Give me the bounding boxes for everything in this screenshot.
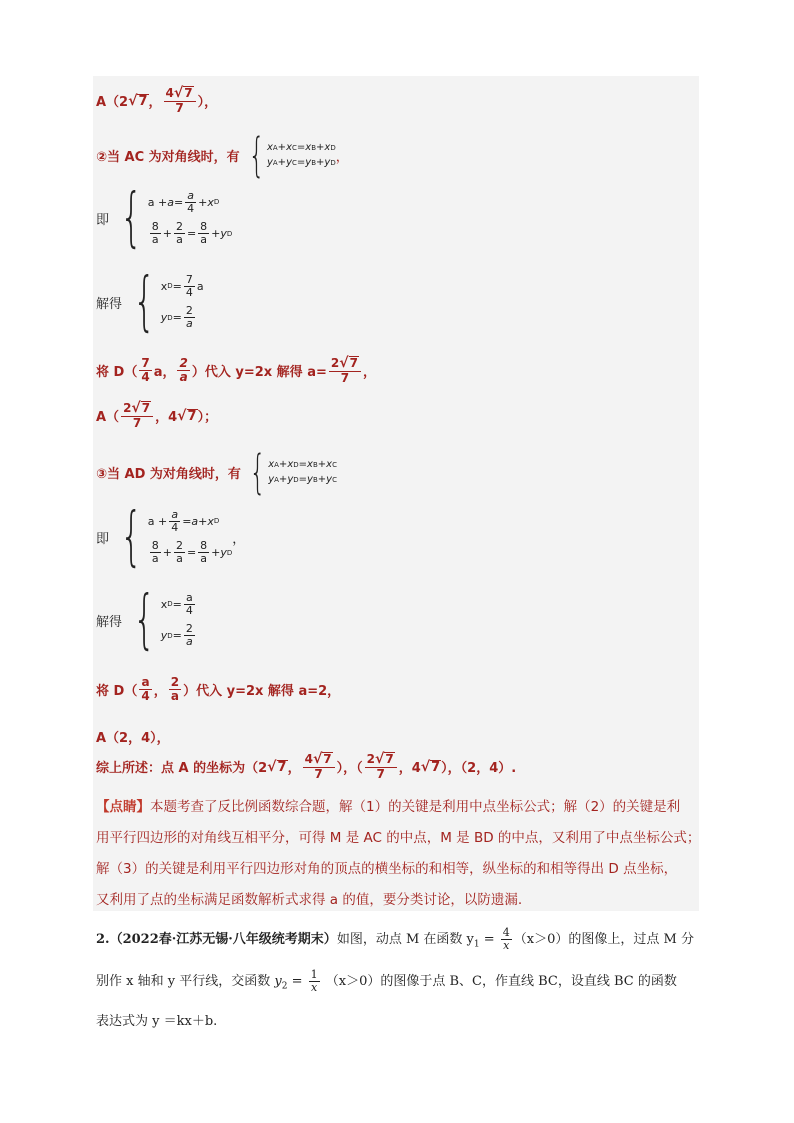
solution-line-10: 将 D（ a 4 ， 2 a ）代入 y=2x 解得 a=2， bbox=[96, 675, 341, 704]
equation-system-1: { x A + x C = x B + x D y A + y C = y B + y D bbox=[248, 128, 336, 182]
problem-2-line-3: 表达式为 y ＝kx＋b. bbox=[96, 1014, 218, 1029]
equation-system-2: { x A + x D = x B + x C y A + y D = y B + y C bbox=[249, 445, 337, 499]
comment-line-2: 用平行四边形的对角线互相平分，可得 M 是 AC 的中点，M 是 BD 的中点，又利用了中点坐标公式； bbox=[96, 830, 701, 846]
solution-line-4: 解得 { x D = 7 4 a y D = 2 a bbox=[96, 265, 204, 339]
problem-2-line-2: 别作 x 轴和 y 平行线，交函数 $y_2$ = $\frac{1}{x}$ （x＞0）的图像于点 B、C，作直线 BC，设直线 BC 的函数 bbox=[96, 967, 677, 994]
comment-line-3: 解（3）的关键是利用平行四边形对角的顶点的横坐标的和相等，纵坐标的和相等得出 D 点坐标， bbox=[96, 861, 678, 877]
solution-line-9: 解得 { x D = a 4 y D = 2 a bbox=[96, 583, 193, 657]
solution-line-12: 综上所述：点 A 的坐标为（2 √ 7 ， 4√7 7 ），（ 2√7 7 ，4 √ 7 ），（2，4）. bbox=[96, 751, 517, 782]
solution-line-2: ②当 AC 为对角线时，有 { x A + x C = x B + x D y A + y C = y B + y D ， bbox=[96, 128, 349, 182]
problem-2-line-1: 2.（2022春·江苏无锡·八年级统考期末）如图，动点 M 在函数 $y_1$ = $\frac{4}{x}$ （x＞0）的图像上，过点 M 分 bbox=[96, 925, 694, 952]
solution-line-5: 将 D（ 7 4 a， 2 a ）代入 y=2x 解得 a= $\frac{2√7}{7}$ ， bbox=[96, 355, 376, 386]
solution-line-7: ③当 AD 为对角线时，有 { x A + x D = x B + x C y A + y D = y B + y C bbox=[96, 445, 337, 499]
solution-line-1: A（2 √ 7 ， 4√7 7 ）， bbox=[96, 85, 218, 116]
comment-line-4: 又利用了点的坐标满足函数解析式求得 a 的值，要分类讨论，以防遗漏. bbox=[96, 892, 523, 908]
solution-line-11: A（2，4）， bbox=[96, 731, 170, 746]
solution-line-3: 即 { a + a = a 4 + x D 8 a + 2 a = 8 a + y D bbox=[96, 181, 233, 255]
solution-line-6: A（ 2√7 7 ，4 √ 7 ）； bbox=[96, 400, 218, 431]
solution-line-8: 即 { a + a 4 = a + x D 8 a + 2 a = 8 a + y D ， bbox=[96, 500, 246, 574]
comment-line-1: 【点睛】 本题考查了反比例函数综合题，解（1）的关键是利用中点坐标公式；解（2）的关键是利 bbox=[96, 799, 681, 815]
